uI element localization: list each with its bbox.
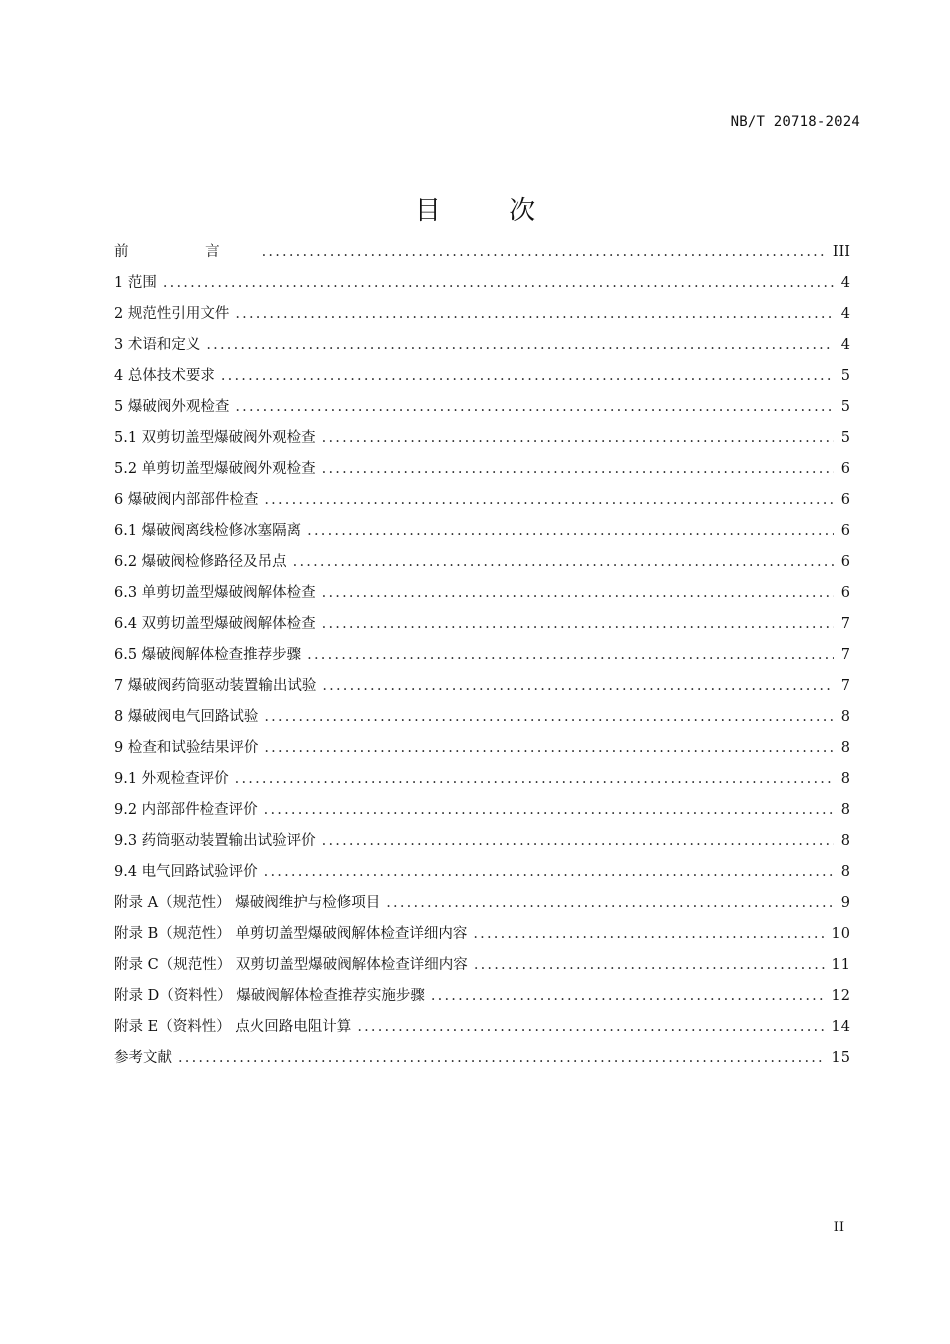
toc-entry-page: 4 bbox=[840, 306, 850, 322]
toc-entry-label: 6.3 单剪切盖型爆破阀解体检查 bbox=[114, 585, 316, 601]
toc-entry-label: 9 检查和试验结果评价 bbox=[114, 740, 259, 756]
toc-entry-page: 8 bbox=[840, 771, 850, 787]
toc-entry-page: 15 bbox=[831, 1050, 850, 1066]
toc-entry[interactable] bbox=[114, 888, 850, 919]
toc-entry-label: 6.2 爆破阀检修路径及吊点 bbox=[114, 554, 287, 570]
toc-entry-page: 6 bbox=[840, 492, 850, 508]
toc-entry[interactable] bbox=[114, 547, 850, 578]
toc-entry[interactable] bbox=[114, 919, 850, 950]
toc-leader-dots bbox=[386, 888, 834, 919]
toc-entry-label: 附录 D（资料性） 爆破阀解体检查推荐实施步骤 bbox=[114, 988, 425, 1004]
toc-leader-dots bbox=[322, 826, 834, 857]
toc-entry-label: 2 规范性引用文件 bbox=[114, 306, 230, 322]
toc-entry-label: 9.2 内部部件检查评价 bbox=[114, 802, 258, 818]
toc-list bbox=[114, 237, 850, 1074]
toc-leader-dots bbox=[293, 547, 834, 578]
toc-leader-dots bbox=[221, 361, 834, 392]
page-number: II bbox=[833, 1220, 844, 1235]
toc-entry-label: 5.1 双剪切盖型爆破阀外观检查 bbox=[114, 430, 316, 446]
toc-entry[interactable] bbox=[114, 795, 850, 826]
toc-entry-label: 6.4 双剪切盖型爆破阀解体检查 bbox=[114, 616, 316, 632]
toc-entry-page: 4 bbox=[840, 337, 850, 353]
toc-entry-page: 10 bbox=[831, 926, 850, 942]
toc-entry-label: 6.1 爆破阀离线检修冰塞隔离 bbox=[114, 523, 302, 539]
toc-entry-page: 6 bbox=[840, 461, 850, 477]
toc-leader-dots bbox=[322, 454, 834, 485]
toc-entry-label: 8 爆破阀电气回路试验 bbox=[114, 709, 259, 725]
toc-entry-page: 5 bbox=[840, 399, 850, 415]
toc-leader-dots bbox=[262, 237, 827, 268]
toc-entry-label: 5.2 单剪切盖型爆破阀外观检查 bbox=[114, 461, 316, 477]
toc-leader-dots bbox=[307, 640, 834, 671]
toc-entry-page: 9 bbox=[840, 895, 850, 911]
toc-leader-dots bbox=[322, 578, 834, 609]
toc-entry-label: 3 术语和定义 bbox=[114, 337, 201, 353]
toc-entry[interactable] bbox=[114, 578, 850, 609]
toc-entry-label: 4 总体技术要求 bbox=[114, 368, 215, 384]
toc-leader-dots bbox=[322, 423, 834, 454]
toc-leader-dots bbox=[307, 516, 834, 547]
toc-entry-page: 14 bbox=[831, 1019, 850, 1035]
toc-entry-page: 11 bbox=[831, 957, 850, 973]
toc-entry-page: 8 bbox=[840, 833, 850, 849]
toc-leader-dots bbox=[473, 919, 825, 950]
toc-entry-page: 6 bbox=[840, 585, 850, 601]
toc-leader-dots bbox=[357, 1012, 825, 1043]
toc-entry[interactable] bbox=[114, 609, 850, 640]
toc-leader-dots bbox=[322, 671, 834, 702]
toc-entry[interactable] bbox=[114, 826, 850, 857]
toc-entry-page: 8 bbox=[840, 802, 850, 818]
toc-entry[interactable] bbox=[114, 516, 850, 547]
toc-entry-label: 6.5 爆破阀解体检查推荐步骤 bbox=[114, 647, 302, 663]
toc-entry[interactable] bbox=[114, 330, 850, 361]
document-code: NB/T 20718-2024 bbox=[730, 114, 860, 130]
toc-leader-dots bbox=[163, 268, 834, 299]
toc-entry-page: III bbox=[832, 244, 850, 260]
toc-entry-page: 8 bbox=[840, 740, 850, 756]
toc-entry[interactable] bbox=[114, 237, 850, 268]
toc-entry-label: 前 言 bbox=[114, 244, 256, 260]
toc-leader-dots bbox=[264, 857, 834, 888]
toc-entry-label: 9.3 药筒驱动装置输出试验评价 bbox=[114, 833, 316, 849]
toc-entry-page: 5 bbox=[840, 368, 850, 384]
toc-entry-label: 6 爆破阀内部部件检查 bbox=[114, 492, 259, 508]
toc-entry-page: 6 bbox=[840, 554, 850, 570]
toc-entry[interactable] bbox=[114, 950, 850, 981]
toc-entry[interactable] bbox=[114, 485, 850, 516]
toc-leader-dots bbox=[206, 330, 834, 361]
toc-entry[interactable] bbox=[114, 423, 850, 454]
toc-leader-dots bbox=[322, 609, 834, 640]
toc-entry[interactable] bbox=[114, 733, 850, 764]
toc-leader-dots bbox=[474, 950, 826, 981]
toc-entry-label: 1 范围 bbox=[114, 275, 157, 291]
toc-leader-dots bbox=[264, 485, 834, 516]
toc-entry[interactable] bbox=[114, 764, 850, 795]
toc-entry-label: 附录 A（规范性） 爆破阀维护与检修项目 bbox=[114, 895, 381, 911]
toc-leader-dots bbox=[264, 733, 834, 764]
toc-entry-label: 5 爆破阀外观检查 bbox=[114, 399, 230, 415]
toc-entry-page: 8 bbox=[840, 864, 850, 880]
toc-leader-dots bbox=[235, 392, 834, 423]
toc-entry-page: 4 bbox=[840, 275, 850, 291]
toc-entry-page: 12 bbox=[831, 988, 850, 1004]
toc-entry-label: 附录 E（资料性） 点火回路电阻计算 bbox=[114, 1019, 352, 1035]
toc-entry-label: 9.1 外观检查评价 bbox=[114, 771, 229, 787]
toc-entry[interactable] bbox=[114, 299, 850, 330]
toc-entry[interactable] bbox=[114, 640, 850, 671]
toc-entry[interactable] bbox=[114, 671, 850, 702]
toc-leader-dots bbox=[264, 795, 834, 826]
toc-entry-label: 9.4 电气回路试验评价 bbox=[114, 864, 258, 880]
toc-entry[interactable] bbox=[114, 1043, 850, 1074]
toc-entry-label: 参考文献 bbox=[114, 1050, 172, 1066]
toc-entry[interactable] bbox=[114, 361, 850, 392]
toc-leader-dots bbox=[235, 764, 834, 795]
toc-entry-page: 7 bbox=[840, 616, 850, 632]
toc-entry-page: 5 bbox=[840, 430, 850, 446]
toc-entry-page: 6 bbox=[840, 523, 850, 539]
toc-entry[interactable] bbox=[114, 1012, 850, 1043]
toc-entry-label: 附录 B（规范性） 单剪切盖型爆破阀解体检查详细内容 bbox=[114, 926, 468, 942]
toc-entry-page: 7 bbox=[840, 678, 850, 694]
toc-entry-page: 7 bbox=[840, 647, 850, 663]
toc-entry-label: 7 爆破阀药筒驱动装置输出试验 bbox=[114, 678, 317, 694]
toc-entry-page: 8 bbox=[840, 709, 850, 725]
toc-entry[interactable] bbox=[114, 454, 850, 485]
toc-entry[interactable] bbox=[114, 392, 850, 423]
toc-entry[interactable] bbox=[114, 702, 850, 733]
toc-title: 目 次 bbox=[414, 196, 566, 226]
toc-entry[interactable] bbox=[114, 981, 850, 1012]
toc-leader-dots bbox=[178, 1043, 826, 1074]
toc-leader-dots bbox=[431, 981, 826, 1012]
toc-leader-dots bbox=[235, 299, 834, 330]
toc-entry[interactable] bbox=[114, 857, 850, 888]
toc-leader-dots bbox=[264, 702, 834, 733]
toc-entry-label: 附录 C（规范性） 双剪切盖型爆破阀解体检查详细内容 bbox=[114, 957, 468, 973]
toc-entry[interactable] bbox=[114, 268, 850, 299]
